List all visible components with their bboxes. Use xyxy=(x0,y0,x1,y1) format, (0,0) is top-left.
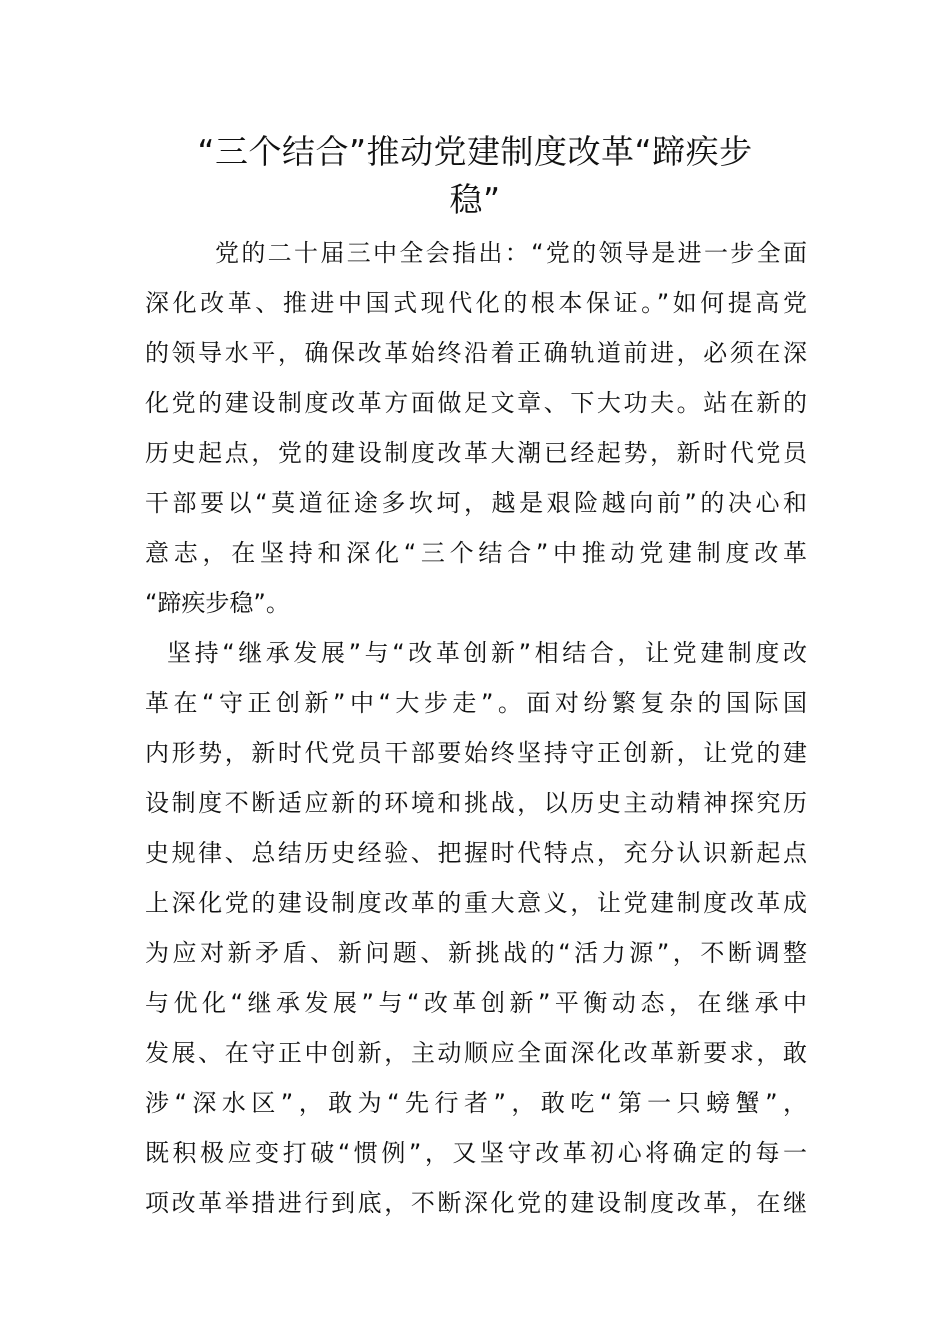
text-line: 革在“守正创新”中“大步走”。面对纷繁复杂的国际国 xyxy=(145,689,807,717)
text-line: 坚持“继承发展”与“改革创新”相结合，让党建制度改 xyxy=(167,639,807,667)
text-line: “蹄疾步稳”。 xyxy=(145,589,290,617)
title-line: 稳” xyxy=(449,180,501,219)
text-line: 意志，在坚持和深化“三个结合”中推动党建制度改革 xyxy=(145,539,807,567)
document-title xyxy=(145,128,805,224)
text-line: 的领导水平，确保改革始终沿着正确轨道前进，必须在深 xyxy=(145,339,807,367)
text-line: 既积极应变打破“惯例”，又坚守改革初心将确定的每一 xyxy=(145,1139,807,1167)
text-line: 发展、在守正中创新，主动顺应全面深化改革新要求，敢 xyxy=(145,1039,807,1067)
text-line: 深化改革、推进中国式现代化的根本保证。”如何提高党 xyxy=(145,289,807,317)
text-line: 干部要以“莫道征途多坎坷，越是艰险越向前”的决心和 xyxy=(145,489,807,517)
text-line: 设制度不断适应新的环境和挑战，以历史主动精神探究历 xyxy=(145,789,807,817)
text-line: 历史起点，党的建设制度改革大潮已经起势，新时代党员 xyxy=(145,439,807,467)
text-line: 史规律、总结历史经验、把握时代特点，充分认识新起点 xyxy=(145,839,807,867)
paragraph-2 xyxy=(145,628,807,1228)
text-line: 上深化党的建设制度改革的重大意义，让党建制度改革成 xyxy=(145,889,807,917)
text-line: 化党的建设制度改革方面做足文章、下大功夫。站在新的 xyxy=(145,389,807,417)
text-line: 为应对新矛盾、新问题、新挑战的“活力源”，不断调整 xyxy=(145,939,807,967)
paragraph-1 xyxy=(145,228,807,628)
text-line: 党的二十届三中全会指出：“党的领导是进一步全面 xyxy=(215,239,807,267)
title-line: “三个结合”推动党建制度改革“蹄疾步 xyxy=(197,132,753,171)
text-line: 与优化“继承发展”与“改革创新”平衡动态，在继承中 xyxy=(145,989,807,1017)
text-line: 项改革举措进行到底，不断深化党的建设制度改革，在继 xyxy=(145,1189,807,1217)
text-line: 内形势，新时代党员干部要始终坚持守正创新，让党的建 xyxy=(145,739,807,767)
text-line: 涉“深水区”，敢为“先行者”，敢吃“第一只螃蟹”， xyxy=(145,1089,807,1117)
document-body xyxy=(145,228,807,1228)
